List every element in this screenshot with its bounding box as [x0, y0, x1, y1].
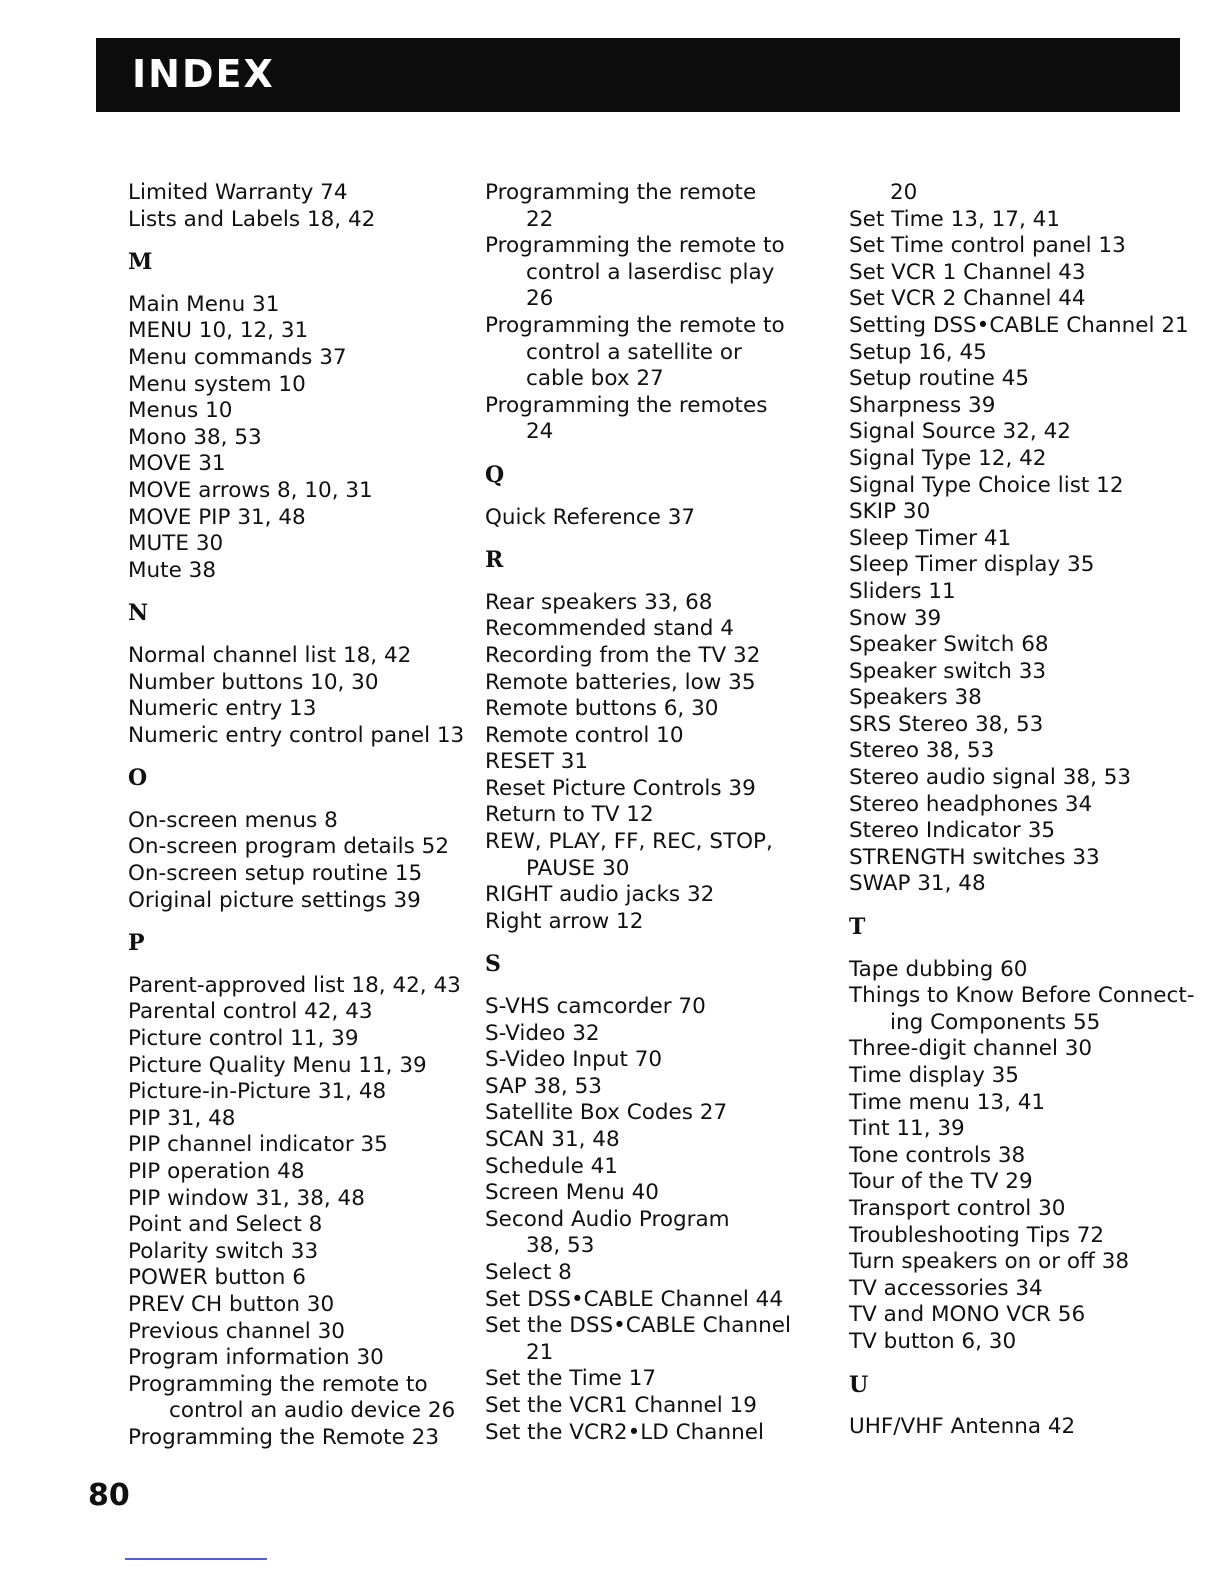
index-entry: Set the VCR1 Channel 19 [485, 1392, 757, 1418]
index-entry: Picture Quality Menu 11, 39 [128, 1052, 427, 1078]
index-entry: Original picture settings 39 [128, 887, 421, 913]
index-entry: POWER button 6 [128, 1265, 306, 1291]
index-entry: Speakers 38 [849, 685, 982, 711]
index-entry: Set VCR 1 Channel 43 [849, 259, 1086, 285]
index-entry: Satellite Box Codes 27 [485, 1100, 728, 1126]
index-entry: Mono 38, 53 [128, 424, 262, 450]
index-entry: Stereo headphones 34 [849, 791, 1093, 817]
index-entry: Signal Type 12, 42 [849, 445, 1047, 471]
index-entry: Speaker switch 33 [849, 658, 1047, 684]
index-entry: SAP 38, 53 [485, 1073, 602, 1099]
index-entry-continuation: 22 [526, 206, 554, 232]
index-entry: Things to Know Before Connect- [849, 983, 1195, 1009]
index-entry: Set Time 13, 17, 41 [849, 206, 1061, 232]
index-entry: Schedule 41 [485, 1153, 618, 1179]
index-entry: Stereo audio signal 38, 53 [849, 765, 1132, 791]
index-entry-continuation: PAUSE 30 [526, 855, 630, 881]
index-entry: Tour of the TV 29 [849, 1169, 1033, 1195]
index-entry: Transport control 30 [849, 1195, 1066, 1221]
page-title: INDEX [132, 52, 275, 96]
index-entry: MOVE 31 [128, 451, 226, 477]
index-entry-continuation: 21 [526, 1339, 554, 1365]
index-entry: Sliders 11 [849, 578, 956, 604]
section-letter-heading: Q [485, 461, 505, 488]
index-entry: Remote batteries, low 35 [485, 669, 756, 695]
index-entry: Recording from the TV 32 [485, 642, 761, 668]
index-entry: Numeric entry 13 [128, 696, 317, 722]
index-entry: Set the VCR2•LD Channel [485, 1419, 764, 1445]
index-entry-continuation: control an audio device 26 [169, 1398, 456, 1424]
index-entry: S-Video Input 70 [485, 1047, 663, 1073]
index-column-3 [849, 180, 1199, 1441]
index-entry-continuation: 20 [890, 180, 918, 205]
index-entry: Time menu 13, 41 [849, 1089, 1046, 1115]
index-entry: S-VHS camcorder 70 [485, 994, 706, 1020]
index-entry: Programming the remote to [485, 312, 785, 338]
section-letter-heading: N [128, 600, 149, 627]
index-header-bar [96, 38, 1180, 112]
index-entry: Stereo Indicator 35 [849, 818, 1056, 844]
index-entry: Programming the remotes [485, 392, 768, 418]
index-entry: Remote control 10 [485, 722, 684, 748]
index-entry: TV button 6, 30 [849, 1328, 1017, 1354]
index-entry: Menu system 10 [128, 371, 306, 397]
index-entry: Tone controls 38 [849, 1142, 1026, 1168]
index-entry: Limited Warranty 74 [128, 180, 348, 205]
index-entry: Setting DSS•CABLE Channel 21 [849, 312, 1189, 338]
index-entry: Set Time control panel 13 [849, 233, 1126, 259]
index-entry-continuation: 24 [526, 419, 554, 445]
index-entry: Right arrow 12 [485, 908, 644, 934]
index-entry: SKIP 30 [849, 499, 931, 525]
index-entry: Select 8 [485, 1259, 572, 1285]
index-entry: Set VCR 2 Channel 44 [849, 286, 1086, 312]
index-entry: S-Video 32 [485, 1020, 600, 1046]
index-entry: UHF/VHF Antenna 42 [849, 1414, 1076, 1440]
index-entry: TV accessories 34 [849, 1275, 1043, 1301]
index-entry: TV and MONO VCR 56 [849, 1302, 1086, 1328]
index-entry: Rear speakers 33, 68 [485, 589, 713, 615]
index-entry: Normal channel list 18, 42 [128, 642, 412, 668]
index-entry: Reset Picture Controls 39 [485, 775, 756, 801]
index-entry: Lists and Labels 18, 42 [128, 206, 376, 232]
index-entry: Setup routine 45 [849, 366, 1030, 392]
section-letter-heading: P [128, 930, 145, 957]
index-entry: PREV CH button 30 [128, 1291, 335, 1317]
index-entry: Set the DSS•CABLE Channel [485, 1313, 791, 1339]
index-entry: STRENGTH switches 33 [849, 844, 1100, 870]
index-entry: Main Menu 31 [128, 291, 280, 317]
index-entry: Programming the remote to [128, 1371, 428, 1397]
index-entry: Quick Reference 37 [485, 504, 696, 530]
index-entry: Stereo 38, 53 [849, 738, 995, 764]
index-entry: Three-digit channel 30 [849, 1036, 1093, 1062]
index-entry: MUTE 30 [128, 531, 224, 557]
index-column-1 [128, 180, 478, 1452]
index-entry: REW, PLAY, FF, REC, STOP, [485, 829, 773, 855]
index-entry: Sleep Timer 41 [849, 525, 1012, 551]
index-entry: Number buttons 10, 30 [128, 669, 379, 695]
index-entry: Turn speakers on or off 38 [849, 1249, 1130, 1275]
section-letter-heading: U [849, 1371, 869, 1398]
index-entry: SRS Stereo 38, 53 [849, 711, 1044, 737]
index-entry: Point and Select 8 [128, 1212, 323, 1238]
page-number: 80 [88, 1478, 130, 1513]
index-entry-continuation: ing Components 55 [890, 1009, 1101, 1035]
index-entry: Second Audio Program [485, 1206, 730, 1232]
index-entry: Remote buttons 6, 30 [485, 696, 719, 722]
index-entry: Snow 39 [849, 605, 942, 631]
index-entry: PIP 31, 48 [128, 1105, 236, 1131]
index-entry: SCAN 31, 48 [485, 1127, 620, 1152]
index-entry: On-screen program details 52 [128, 834, 450, 860]
index-entry: MOVE arrows 8, 10, 31 [128, 477, 373, 503]
index-entry: Numeric entry control panel 13 [128, 722, 465, 748]
index-entry-continuation: control a laserdisc play [526, 259, 775, 285]
scan-artifact-line [125, 1558, 267, 1560]
index-entry: Picture-in-Picture 31, 48 [128, 1079, 387, 1105]
index-entry: Troubleshooting Tips 72 [849, 1222, 1105, 1248]
index-entry: MOVE PIP 31, 48 [128, 504, 306, 530]
section-letter-heading: R [485, 547, 504, 574]
index-entry: Mute 38 [128, 557, 217, 583]
index-entry: SWAP 31, 48 [849, 871, 986, 897]
section-letter-heading: O [128, 765, 148, 792]
index-entry: Program information 30 [128, 1345, 384, 1371]
section-letter-heading: T [849, 914, 866, 941]
index-entry: Signal Source 32, 42 [849, 419, 1071, 445]
index-entry: Sleep Timer display 35 [849, 552, 1095, 578]
index-entry-continuation: 26 [526, 286, 554, 312]
index-column-2 [485, 180, 835, 1446]
index-entry-continuation: control a satellite or [526, 339, 742, 365]
index-entry: Set DSS•CABLE Channel 44 [485, 1286, 783, 1312]
index-entry: Tint 11, 39 [849, 1116, 965, 1142]
index-entry: Sharpness 39 [849, 392, 996, 418]
index-entry: Tape dubbing 60 [849, 956, 1028, 982]
index-entry: On-screen menus 8 [128, 807, 338, 833]
index-entry: MENU 10, 12, 31 [128, 318, 309, 344]
index-entry: RIGHT audio jacks 32 [485, 882, 715, 908]
index-entry: Polarity switch 33 [128, 1238, 319, 1264]
section-letter-heading: S [485, 951, 501, 978]
section-letter-heading: M [128, 249, 153, 276]
index-entry: Programming the remote [485, 180, 757, 205]
index-entry: PIP operation 48 [128, 1159, 305, 1184]
index-entry: Setup 16, 45 [849, 339, 987, 365]
index-entry: RESET 31 [485, 749, 589, 775]
index-entry: Programming the remote to [485, 233, 785, 259]
index-entry: Picture control 11, 39 [128, 1026, 359, 1052]
index-entry: Return to TV 12 [485, 802, 654, 828]
index-entry: Previous channel 30 [128, 1318, 345, 1344]
index-entry: Menu commands 37 [128, 344, 347, 370]
index-entry: Parent-approved list 18, 42, 43 [128, 972, 461, 998]
index-entry: PIP channel indicator 35 [128, 1132, 388, 1158]
index-entry: Speaker Switch 68 [849, 632, 1049, 658]
index-entry: Menus 10 [128, 398, 233, 424]
index-entry: Programming the Remote 23 [128, 1424, 440, 1450]
index-entry: Set the Time 17 [485, 1366, 657, 1392]
index-entry: Screen Menu 40 [485, 1180, 659, 1206]
index-entry: On-screen setup routine 15 [128, 861, 423, 887]
index-entry: Parental control 42, 43 [128, 999, 373, 1025]
index-entry: PIP window 31, 38, 48 [128, 1185, 365, 1211]
index-entry: Time display 35 [849, 1063, 1019, 1088]
index-entry-continuation: cable box 27 [526, 366, 664, 392]
index-entry-continuation: 38, 53 [526, 1233, 595, 1259]
index-entry: Recommended stand 4 [485, 616, 734, 642]
index-entry: Signal Type Choice list 12 [849, 472, 1124, 498]
